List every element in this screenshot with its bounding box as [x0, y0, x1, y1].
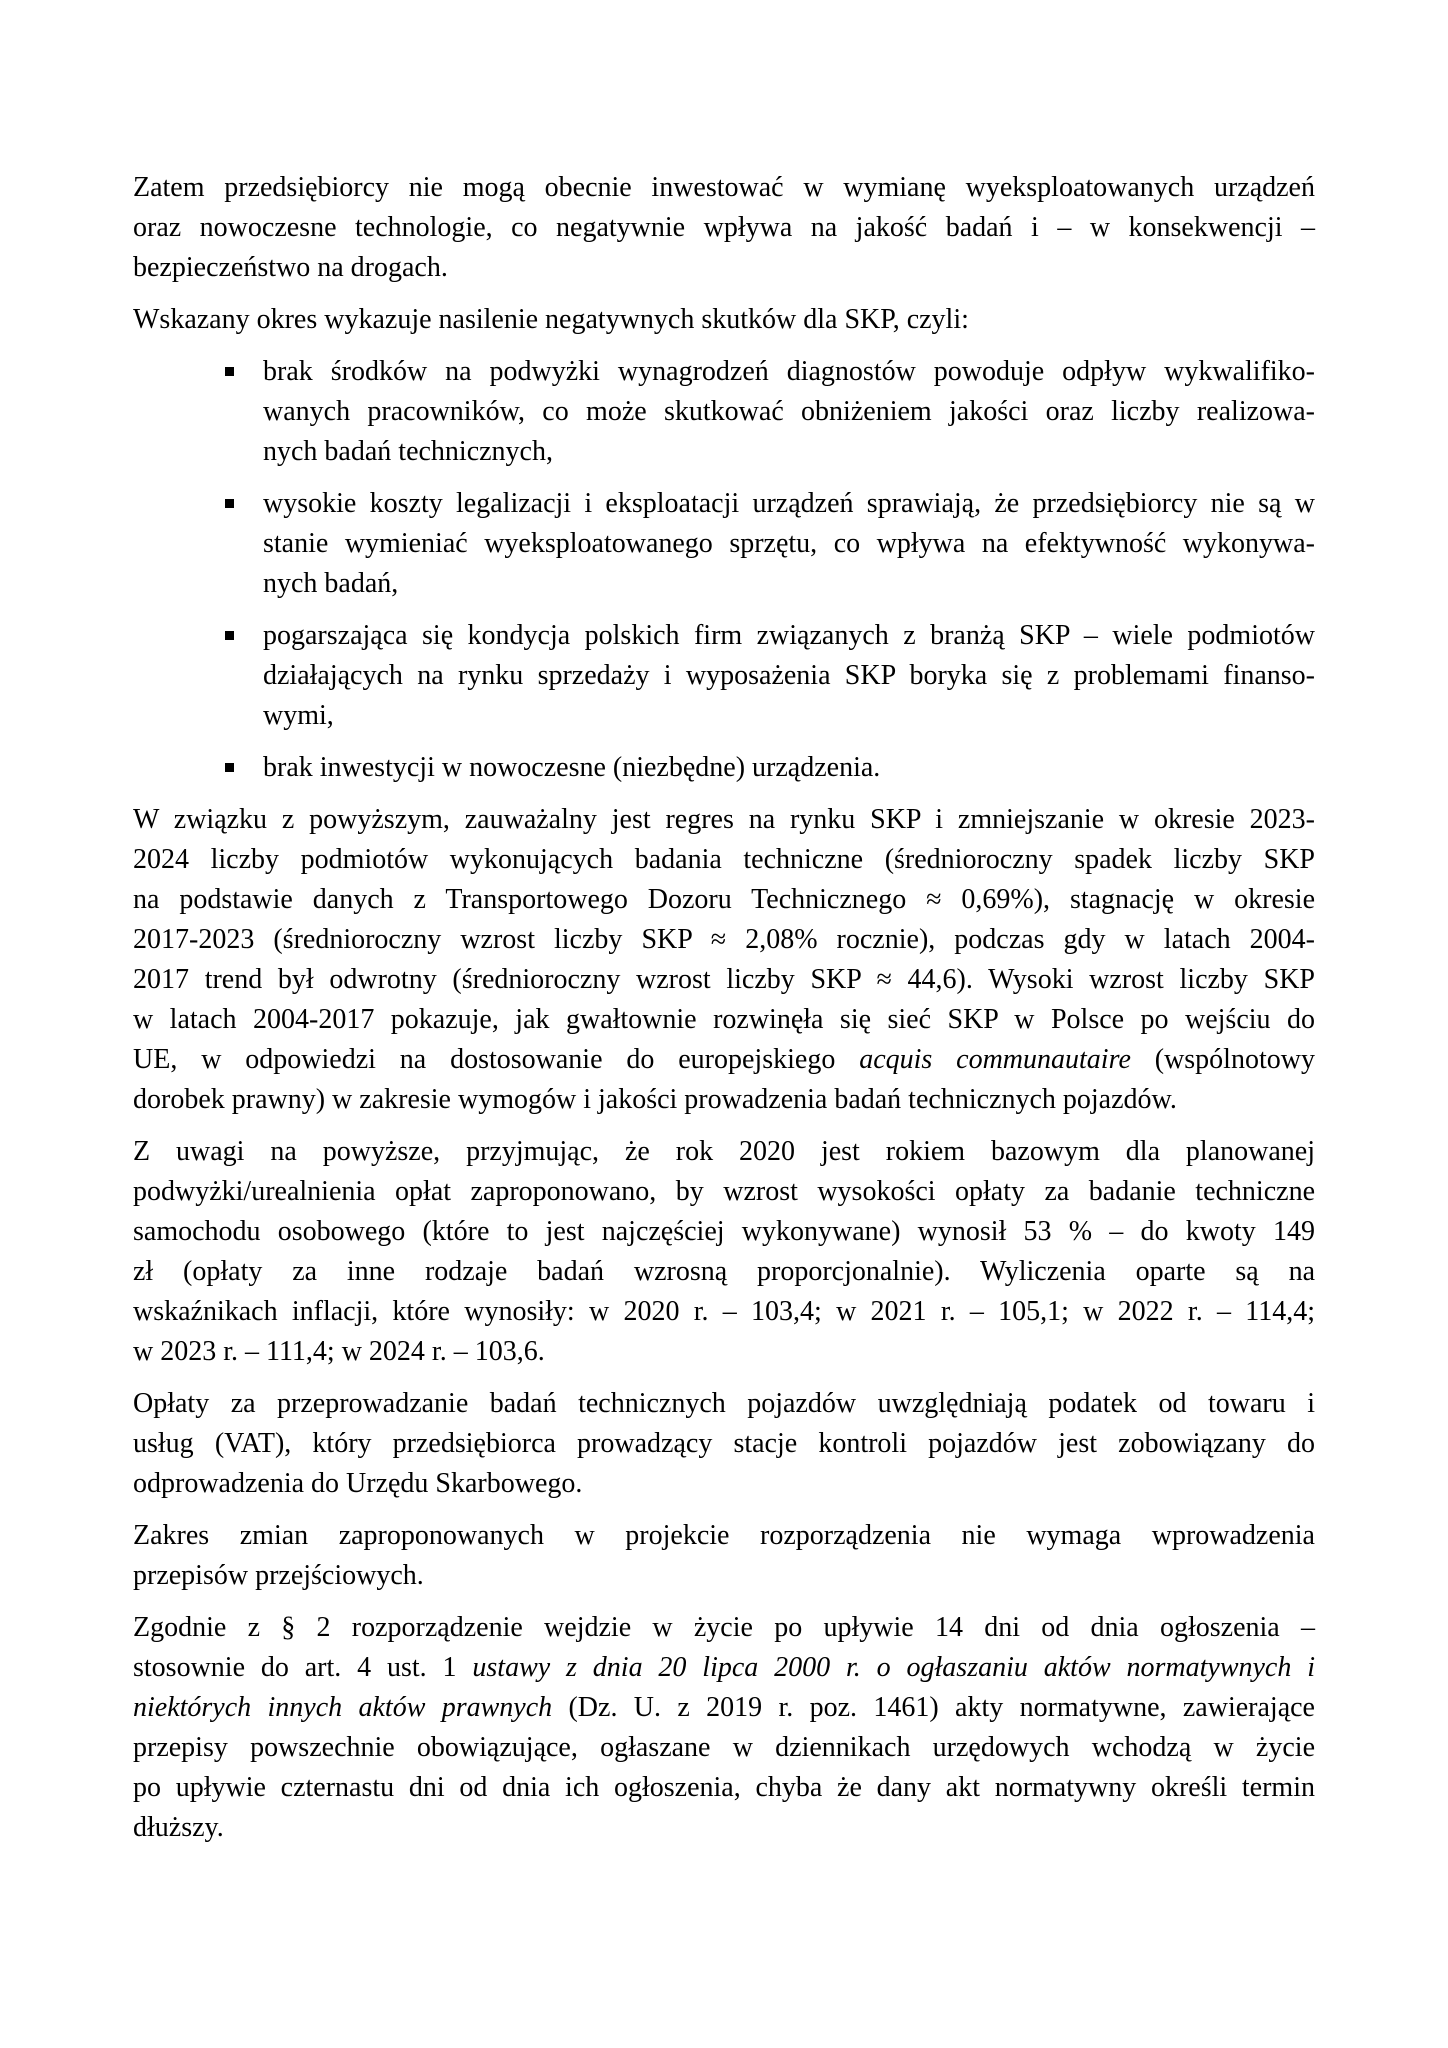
text-line: niektórych innych aktów prawnych (Dz. U. z 2019 r. poz. 1461) akty normatywne, zawierające	[133, 1692, 1315, 1723]
text-line: 2017 trend był odwrotny (średnioroczny wzrost liczby SKP ≈ 44,6). Wysoki wzrost liczby SKP	[133, 964, 1315, 995]
bullet-item	[133, 616, 1315, 736]
text-line: brak inwestycji w nowoczesne (niezbędne) urządzenia.	[263, 752, 881, 783]
text-line: wymi,	[263, 700, 334, 731]
paragraph	[133, 1516, 1315, 1596]
document-content	[133, 168, 1315, 1848]
text-line: wanych pracowników, co może skutkować obniżeniem jakości oraz liczby realizowa-	[263, 396, 1315, 427]
text-line: przepisów przejściowych.	[133, 1560, 424, 1591]
bullet-square-icon	[225, 763, 234, 772]
text-line: 2024 liczby podmiotów wykonujących badania techniczne (średnioroczny spadek liczby SKP	[133, 844, 1315, 875]
text-line: Zatem przedsiębiorcy nie mogą obecnie inwestować w wymianę wyeksploatowanych urządzeń	[133, 172, 1315, 203]
text-line: wskaźnikach inflacji, które wynosiły: w 2020 r. – 103,4; w 2021 r. – 105,1; w 2022 r. – 114,4;	[133, 1296, 1315, 1327]
text-line: dłuższy.	[133, 1812, 224, 1843]
paragraph	[133, 1384, 1315, 1504]
text-line: stanie wymieniać wyeksploatowanego sprzętu, co wpływa na efektywność wykonywa-	[263, 528, 1315, 559]
paragraph	[133, 800, 1315, 1120]
text-line: pogarszająca się kondycja polskich firm związanych z branżą SKP – wiele podmiotów	[263, 620, 1315, 651]
text-line: wysokie koszty legalizacji i eksploatacji urządzeń sprawiają, że przedsiębiorcy nie są w	[263, 488, 1315, 519]
text-line: bezpieczeństwo na drogach.	[133, 252, 448, 283]
text-line: W związku z powyższym, zauważalny jest regres na rynku SKP i zmniejszanie w okresie 2023-	[133, 804, 1315, 835]
text-line: dorobek prawny) w zakresie wymogów i jakości prowadzenia badań technicznych pojazdów.	[133, 1084, 1177, 1115]
text-line: nych badań technicznych,	[263, 436, 553, 467]
text-line: Z uwagi na powyższe, przyjmując, że rok 2020 jest rokiem bazowym dla planowanej	[133, 1136, 1315, 1167]
paragraph	[133, 168, 1315, 288]
text-line: na podstawie danych z Transportowego Dozoru Technicznego ≈ 0,69%), stagnację w okresie	[133, 884, 1315, 915]
text-line: brak środków na podwyżki wynagrodzeń diagnostów powoduje odpływ wykwalifiko-	[263, 356, 1315, 387]
text-line: Wskazany okres wykazuje nasilenie negatywnych skutków dla SKP, czyli:	[133, 304, 969, 335]
text-line: Zgodnie z § 2 rozporządzenie wejdzie w życie po upływie 14 dni od dnia ogłoszenia –	[133, 1612, 1315, 1643]
text-line: po upływie czternastu dni od dnia ich ogłoszenia, chyba że dany akt normatywny określi termin	[133, 1772, 1315, 1803]
text-line: w 2023 r. – 111,4; w 2024 r. – 103,6.	[133, 1336, 545, 1367]
text-line: przepisy powszechnie obowiązujące, ogłaszane w dziennikach urzędowych wchodzą w życie	[133, 1732, 1315, 1763]
text-line: podwyżki/urealnienia opłat zaproponowano, by wzrost wysokości opłaty za badanie techniczne	[133, 1176, 1315, 1207]
bullet-item	[133, 484, 1315, 604]
text-line: samochodu osobowego (które to jest najczęściej wykonywane) wynosił 53 % – do kwoty 149	[133, 1216, 1315, 1247]
bullet-item	[133, 748, 1315, 788]
bullet-item	[133, 352, 1315, 472]
text-line: oraz nowoczesne technologie, co negatywnie wpływa na jakość badań i – w konsekwencji –	[133, 212, 1315, 243]
text-line: nych badań,	[263, 568, 399, 599]
text-line: Opłaty za przeprowadzanie badań technicznych pojazdów uwzględniają podatek od towaru i	[133, 1388, 1315, 1419]
text-line: w latach 2004-2017 pokazuje, jak gwałtownie rozwinęła się sieć SKP w Polsce po wejściu do	[133, 1004, 1315, 1035]
text-line: działających na rynku sprzedaży i wyposażenia SKP boryka się z problemami finanso-	[263, 660, 1315, 691]
text-line: stosownie do art. 4 ust. 1 ustawy z dnia 20 lipca 2000 r. o ogłaszaniu aktów normatywnych i	[133, 1652, 1315, 1683]
bullet-square-icon	[225, 499, 234, 508]
text-line: zł (opłaty za inne rodzaje badań wzrosną proporcjonalnie). Wyliczenia oparte są na	[133, 1256, 1315, 1287]
text-line: UE, w odpowiedzi na dostosowanie do europejskiego acquis communautaire (wspólnotowy	[133, 1044, 1315, 1075]
paragraph	[133, 1608, 1315, 1848]
paragraph	[133, 300, 1315, 340]
text-line: odprowadzenia do Urzędu Skarbowego.	[133, 1468, 583, 1499]
text-line: usług (VAT), który przedsiębiorca prowadzący stacje kontroli pojazdów jest zobowiązany do	[133, 1428, 1315, 1459]
bullet-square-icon	[225, 367, 234, 376]
paragraph	[133, 1132, 1315, 1372]
text-line: Zakres zmian zaproponowanych w projekcie rozporządzenia nie wymaga wprowadzenia	[133, 1520, 1315, 1551]
bullet-square-icon	[225, 631, 234, 640]
text-line: 2017-2023 (średnioroczny wzrost liczby SKP ≈ 2,08% rocznie), podczas gdy w latach 2004-	[133, 924, 1315, 955]
